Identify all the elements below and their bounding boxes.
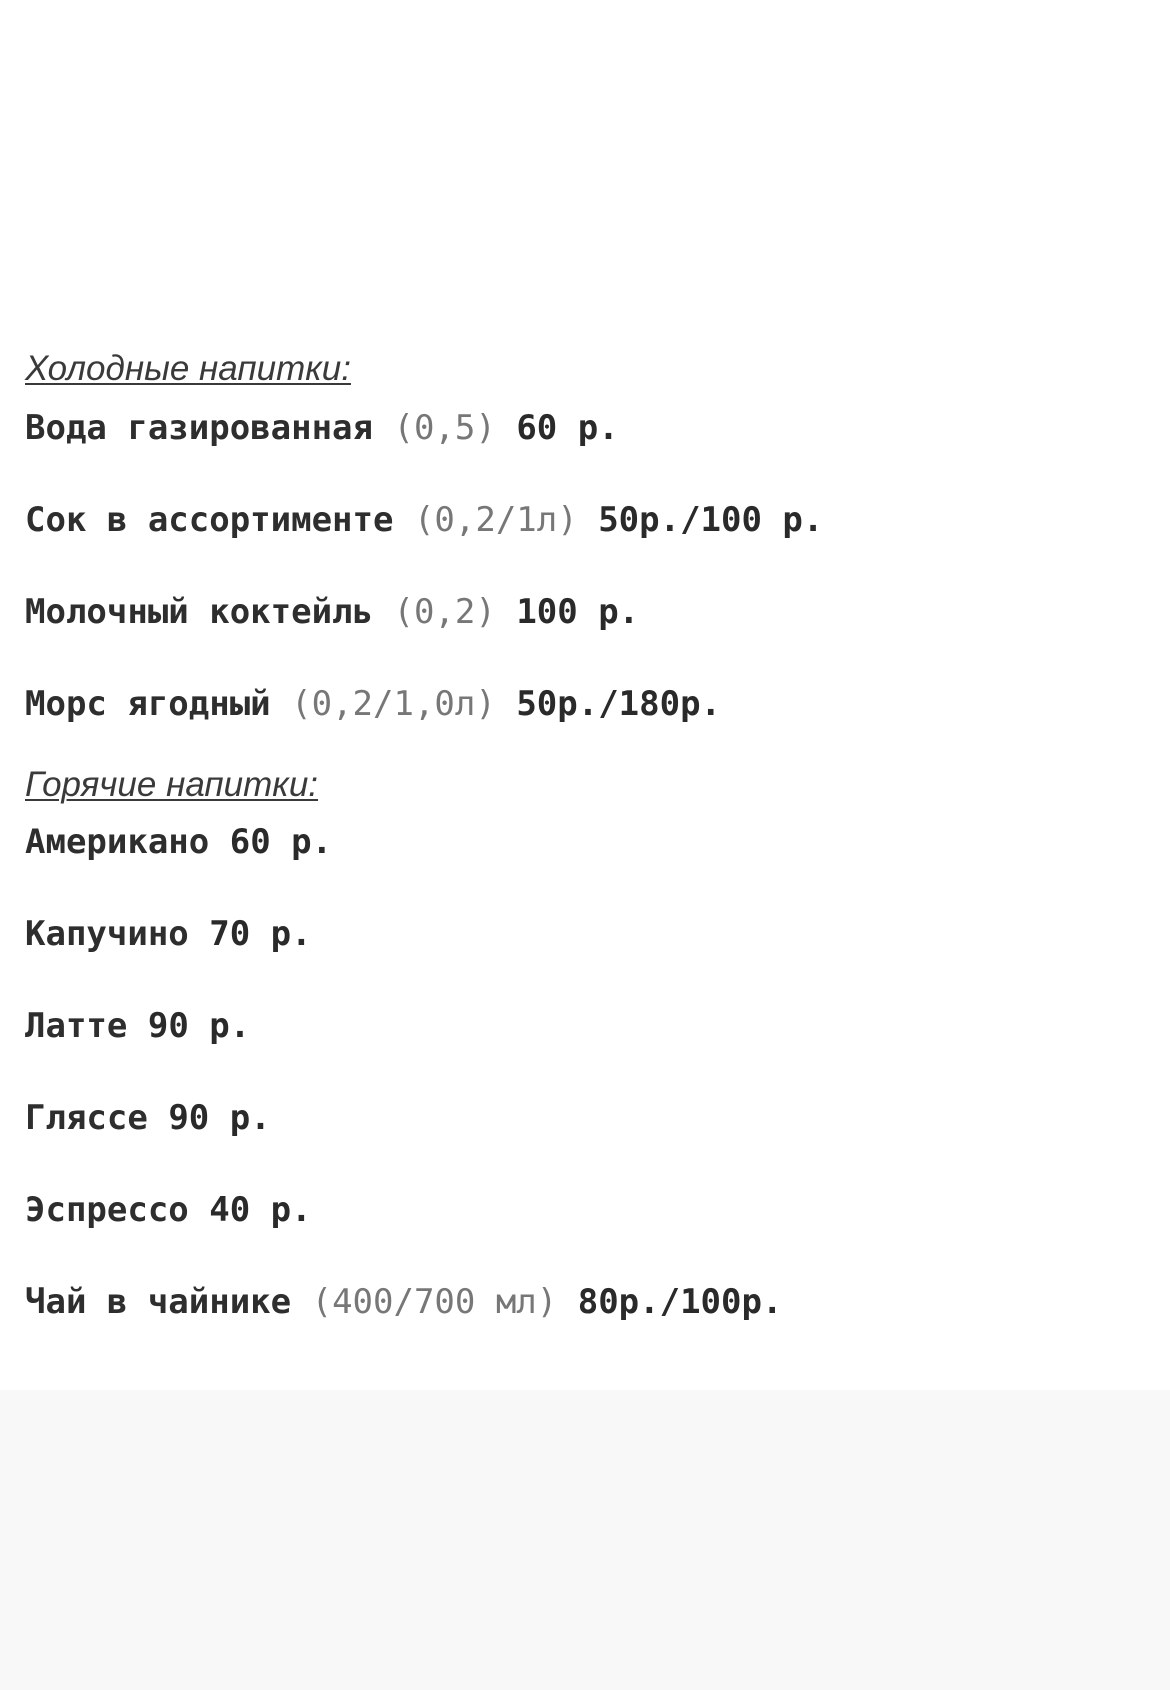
item-name: Чай в чайнике [25,1282,292,1322]
item-price: 90 р. [168,1098,271,1138]
hot-drinks-heading: Горячие напитки: [25,765,319,804]
item-name: Молочный коктейль [25,592,373,632]
item-price: 50р./100 р. [598,500,824,540]
menu-item-teapot [25,1280,1145,1324]
item-name: Эспрессо [25,1190,189,1230]
menu-item-espresso [25,1188,1145,1232]
item-name: Сок в ассортименте [25,500,394,540]
item-volume: (0,2/1л) [413,500,578,540]
item-price: 80р./100р. [577,1282,783,1322]
item-price: 90 р. [147,1006,251,1046]
menu-item-latte [25,1004,1145,1048]
item-name: Гляссе [25,1098,148,1138]
item-volume: (0,2) [393,592,496,632]
item-price: 60 р. [229,822,333,862]
item-price: 50р./180р. [516,684,722,724]
item-name: Капучино [25,914,189,954]
menu-item-juice [25,498,1145,542]
item-volume: (400/700 мл) [311,1282,558,1322]
item-name: Американо [25,822,210,862]
item-price: 70 р. [209,914,312,954]
item-name: Вода газированная [25,408,373,448]
item-price: 40 р. [209,1190,312,1230]
bottom-background-band [0,1390,1170,1690]
item-price: 100 р. [516,592,640,632]
drinks-menu [25,348,1145,1324]
item-volume: (0,2/1,0л) [291,684,496,724]
menu-item-cappuccino [25,912,1145,956]
menu-item-sparkling-water [25,406,1145,450]
cold-drinks-heading: Холодные напитки: [25,349,351,388]
menu-item-americano [25,820,1145,864]
menu-item-glace [25,1096,1145,1140]
item-volume: (0,5) [393,408,496,448]
menu-item-milkshake [25,590,1145,634]
item-price: 60 р. [516,408,619,448]
item-name: Латте [25,1006,128,1046]
menu-item-berry-mors [25,682,1145,726]
item-name: Морс ягодный [25,684,271,724]
